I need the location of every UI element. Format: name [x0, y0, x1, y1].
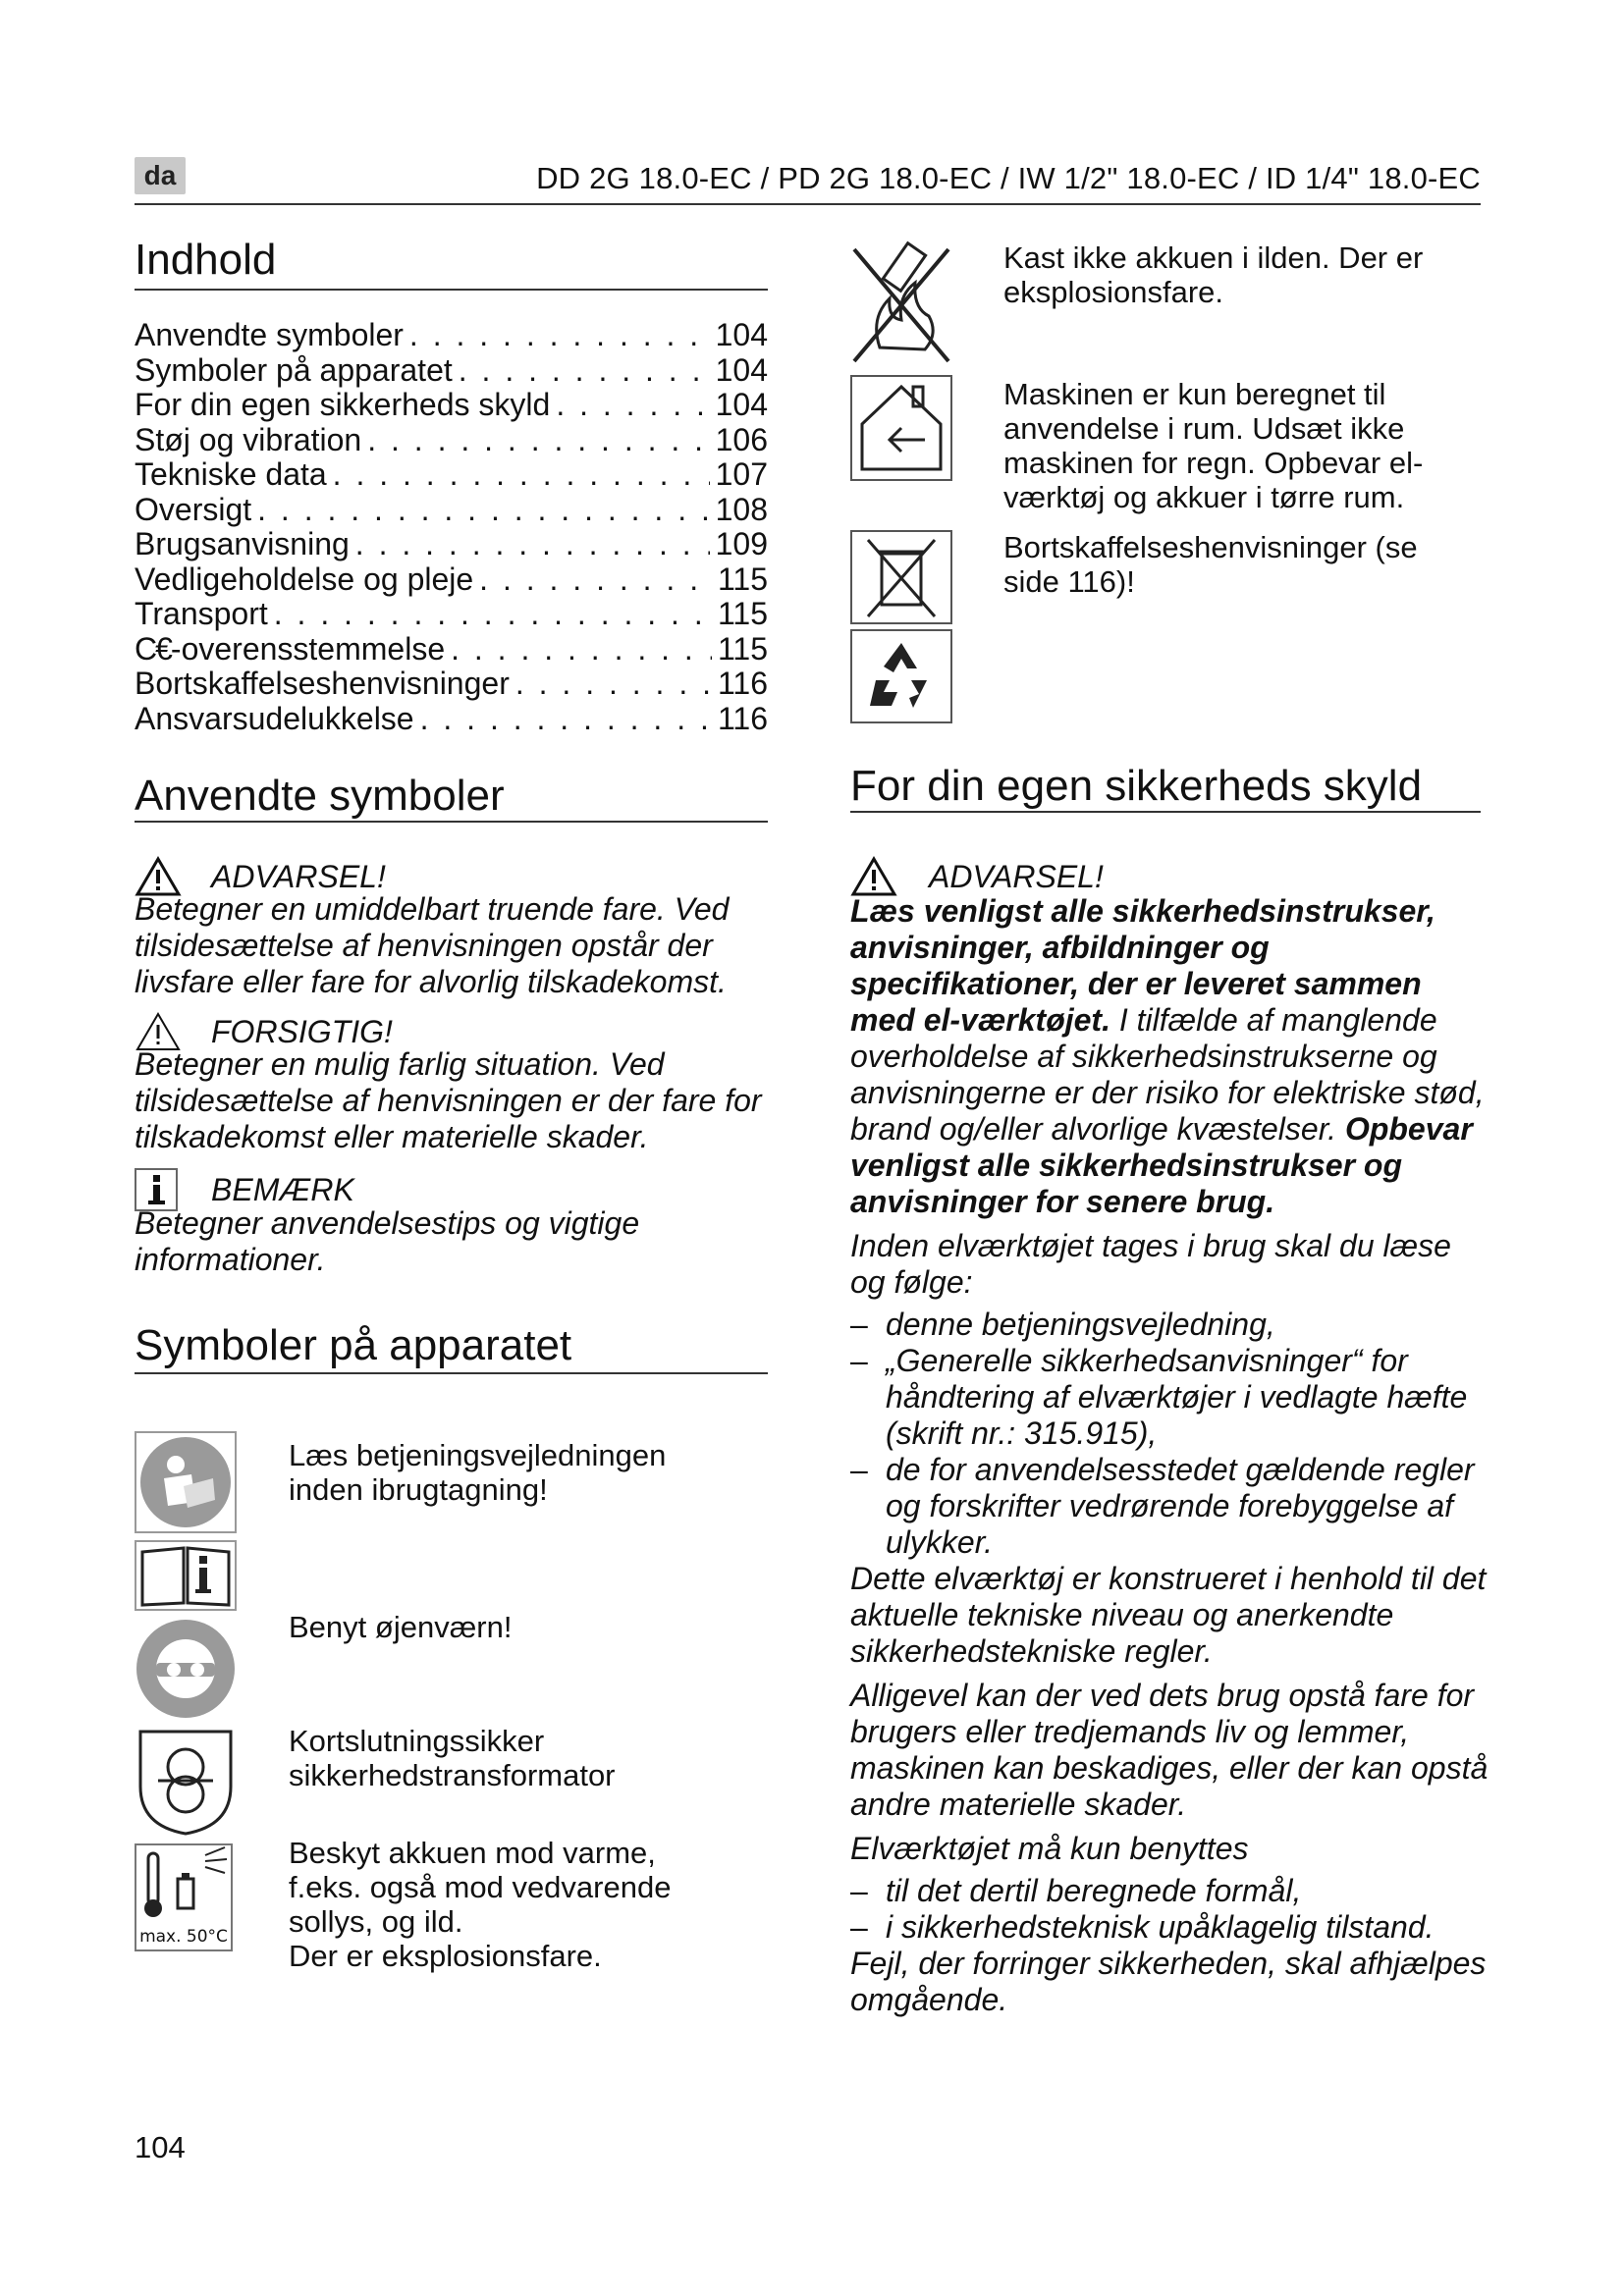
disposal-text: Bortskaffelseshenvisninger (se side 116)! — [1003, 530, 1418, 599]
list-item: – „Generelle sikkerhedsanvisninger“ for håndtering af elværktøjer i vedlagte hæfte (skrift nr.: 315.915), — [850, 1343, 1468, 1451]
page-number: 104 — [135, 2130, 186, 2164]
heat-protection-icon — [135, 1843, 233, 1951]
toc-title: Indhold — [135, 236, 277, 284]
list-item: – denne betjeningsvejledning, — [850, 1307, 1275, 1342]
eye-protection-text: Benyt øjenværn! — [289, 1610, 513, 1644]
disposal-icons — [850, 530, 952, 719]
toc-entry[interactable]: Transport . . . 115 — [135, 596, 768, 631]
safety-instruction-bold: Læs venligst alle sikkerhedsinstrukser, anvisninger, afbildninger og specifikationer, der er leveret sammen med el-værktøjet. — [850, 893, 1435, 1038]
indoor-text: Maskinen er kun beregnet til anvendelse i rum. Udsæt ikke maskinen for regn. Opbevar el-værktøj og akkuer i tørre rum. — [1003, 377, 1424, 514]
warning-triangle-icon — [850, 856, 897, 897]
toc-entry[interactable]: Vedligeholdelse og pleje . . . 115 — [135, 561, 768, 597]
safety-risk-text: I tilfælde af manglende overholdelse af sikkerhedsinstrukserne og anvisningerne er der risiko for elektriske stød, brand og/eller alvorlige kvæstelser. — [850, 1002, 1485, 1147]
toc-entry[interactable]: Ansvarsudelukkelse . . . 116 — [135, 701, 768, 736]
section-rule — [135, 1372, 768, 1374]
safety-transformer-icon — [135, 1728, 237, 1838]
safety-hazard-text: Alligevel kan der ved dets brug opstå fare for brugers eller tredjemands liv og lemmer, maskinen kan beskadiges, eller der kan opstå andre materielle skader. — [850, 1678, 1489, 1822]
toc-entry[interactable]: Bortskaffelseshenvisninger . . . 116 — [135, 666, 768, 701]
caution-block: FORSIGTIG! Betegner en mulig farlig situation. Ved tilsidesættelse af henvisningen er der fare for tilskadekomst eller materielle skader. — [135, 1011, 773, 1155]
safety-keep-instructions: Opbevar venligst alle sikkerhedsinstrukser og anvisninger for senere brug. — [850, 1111, 1473, 1219]
toc-entry[interactable]: For din egen sikkerheds skyld . . . 104 — [135, 387, 768, 422]
header-rule — [135, 203, 1481, 205]
model-header: DD 2G 18.0-EC / PD 2G 18.0-EC / IW 1/2" 18.0-EC / ID 1/4" 18.0-EC — [536, 161, 1481, 195]
info-book-icon — [135, 1540, 237, 1611]
safety-construction-text: Dette elværktøj er konstrueret i henhold til det aktuelle tekniske niveau og anerkendte sikkerhedstekniske regler. — [850, 1561, 1487, 1669]
table-of-contents — [135, 317, 768, 735]
note-block: BEMÆRK Betegner anvendelsestips og vigtige informationer. — [135, 1168, 773, 1278]
safety-block: ADVARSEL! Læs venligst alle sikkerhedsinstrukser, anvisninger, afbildninger og specifikationer, der er leveret sammen med el-værktøjet. I tilfælde af manglende overholdelse af sikkerhedsinstrukserne og anvisningerne er der risiko for elektriske stød, brand og/eller alvorlige kvæstelser. Opbevar venligst alle sikkerhedsinstrukser og anvisninger for senere brug. Inden elværktøjet tages i brug skal du læse og følge: – denne betjeningsvejledning, – „Generelle sikkerhedsanvisninger“ for håndtering af elværktøjer i vedlagte hæfte (skrift nr.: 315.915), – de for anvendelsesstedet gældende regler og forskrifter vedrørende forebyggelse af ulykker. Dette elværktøj er konstrueret i henhold til det aktuelle tekniske niveau og anerkendte sikkerhedstekniske regler. Alligevel kan der ved dets brug opstå fare for brugers eller tredjemands liv og lemmer, maskinen kan beskadiges, eller der kan opstå andre materielle skader. Elværktøjet må kun benyttes – til det dertil beregnede formål, – i sikkerhedsteknisk upåklagelig tilstand. Fejl, der forringer sikkerheden, skal afhjælpes omgående. — [850, 856, 1489, 2018]
safety-list-1 — [850, 1307, 1489, 1561]
no-fire-icon — [850, 240, 952, 371]
read-manual-text: Læs betjeningsvejledningen inden ibrugtagning! — [289, 1438, 667, 1507]
weee-bin-icon — [850, 530, 952, 624]
transformer-text: Kortslutningssikker sikkerhedstransformator — [289, 1724, 616, 1792]
list-item: – de for anvendelsesstedet gældende regler og forskrifter vedrørende forebyggelse af ulykker. — [850, 1452, 1475, 1560]
safety-before-use: Inden elværktøjet tages i brug skal du læse og følge: — [850, 1228, 1451, 1300]
toc-entry[interactable]: Støj og vibration . . . 106 — [135, 422, 768, 457]
manual-icons — [135, 1431, 237, 1608]
eye-protection-icon — [135, 1618, 237, 1720]
section-title-device-symbols: Symboler på apparatet — [135, 1321, 572, 1369]
section-title-symbols: Anvendte symboler — [135, 772, 505, 820]
toc-entry[interactable]: Anvendte symboler . . . 104 — [135, 317, 768, 352]
recycling-icon — [850, 629, 952, 723]
list-item: – til det dertil beregnede formål, — [850, 1873, 1302, 1908]
heat-text: Beskyt akkuen mod varme, f.eks. også mod vedvarende sollys, og ild. Der er eksplosionsfare. — [289, 1836, 672, 1973]
section-rule — [135, 821, 768, 823]
section-rule — [850, 811, 1481, 813]
heat-label: max. 50°C — [139, 1927, 228, 1947]
toc-entry[interactable]: Brugsanvisning . . . 109 — [135, 526, 768, 561]
ce-mark: C€ — [135, 630, 171, 667]
warning-text: Betegner en umiddelbart truende fare. Ved tilsidesættelse af henvisningen opstår der livsfare eller fare for alvorlig tilskadekomst. — [135, 891, 730, 999]
thermometer-icon — [136, 1845, 231, 1924]
toc-entry[interactable]: Oversigt . . . 108 — [135, 492, 768, 527]
warning-block: ADVARSEL! Betegner en umiddelbart truende fare. Ved tilsidesættelse af henvisningen opstår der livsfare eller fare for alvorlig tilskadekomst. — [135, 856, 773, 1000]
toc-entry[interactable]: C€-overensstemmelse . . . 115 — [135, 631, 768, 667]
safety-fault-text: Fejl, der forringer sikkerheden, skal afhjælpes omgående. — [850, 1946, 1487, 2017]
section-title-safety: For din egen sikkerheds skyld — [850, 762, 1423, 810]
list-item: – i sikkerhedsteknisk upåklagelig tilstand. — [850, 1909, 1435, 1945]
toc-rule — [135, 289, 768, 291]
toc-entry[interactable]: Tekniske data . . . 107 — [135, 456, 768, 492]
read-manual-icon — [135, 1431, 237, 1533]
safety-list-2 — [850, 1873, 1489, 1946]
toc-entry[interactable]: Symboler på apparatet . . . 104 — [135, 352, 768, 388]
safety-use-only: Elværktøjet må kun benyttes — [850, 1831, 1249, 1866]
language-badge: da — [135, 157, 186, 194]
caution-text: Betegner en mulig farlig situation. Ved tilsidesættelse af henvisningen er der fare for tilskadekomst eller materielle skader. — [135, 1046, 762, 1154]
fire-text: Kast ikke akkuen i ilden. Der er eksplosionsfare. — [1003, 240, 1424, 309]
note-text: Betegner anvendelsestips og vigtige informationer. — [135, 1205, 640, 1277]
indoor-use-icon — [850, 375, 952, 481]
